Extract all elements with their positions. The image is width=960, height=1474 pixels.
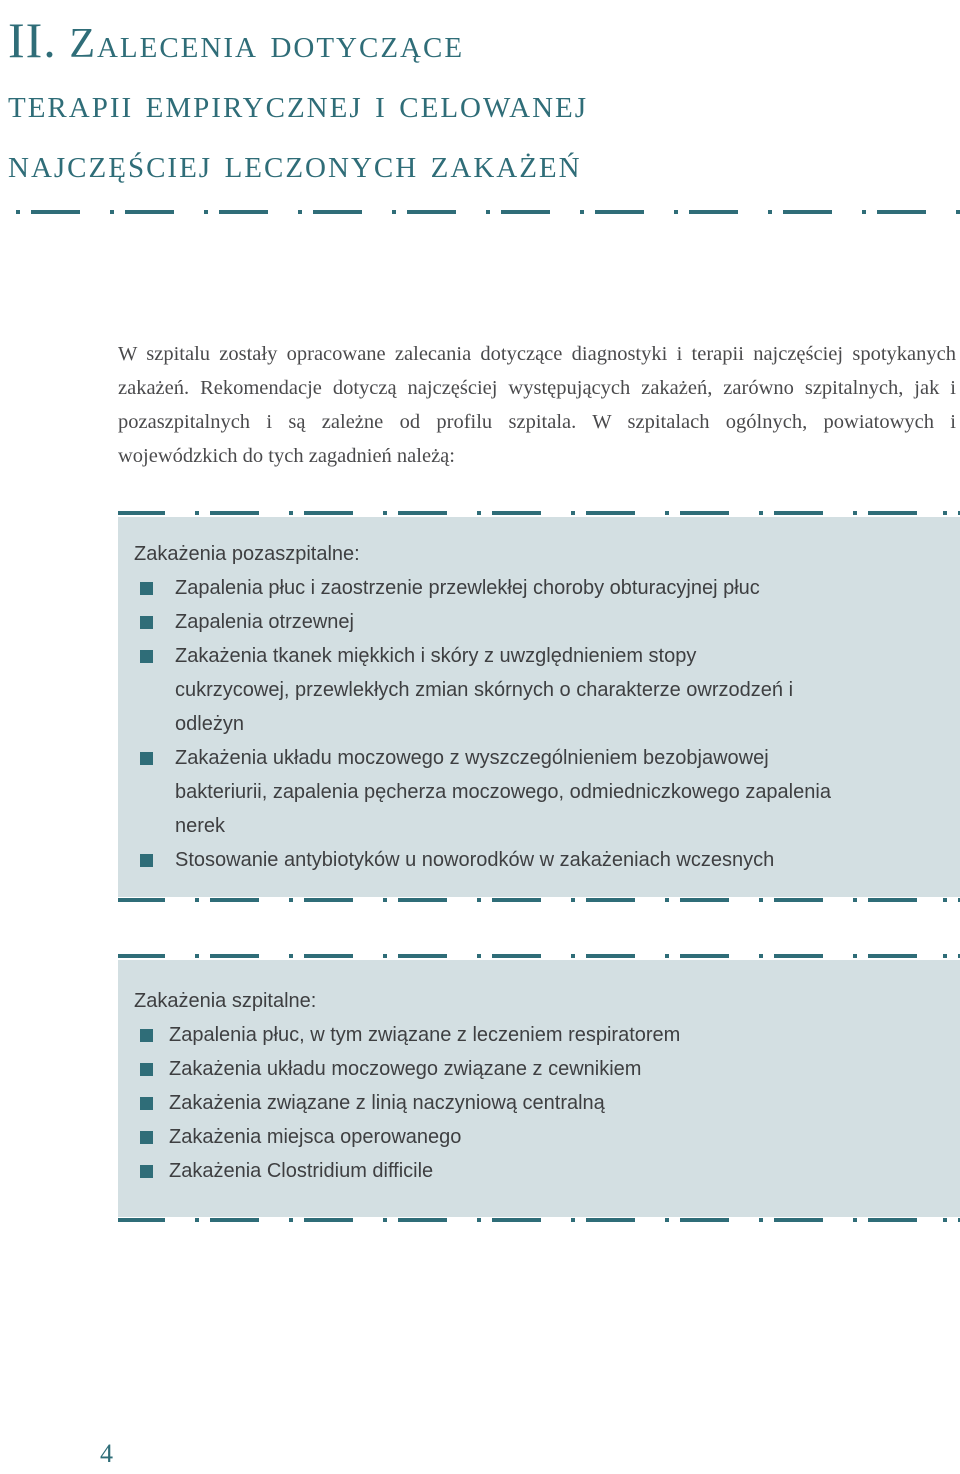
community-infections-list [175, 571, 925, 877]
square-bullet-icon [140, 854, 153, 867]
list-item-label: Zakażenia układu moczowego z wyszczególnieniem bezobjawowej bakteriurii, zapalenia pęcherza moczowego, odmiedniczkowego zapalenia nerek [175, 747, 831, 837]
box-divider-top-2 [118, 954, 960, 958]
list-item-label: Zakażenia układu moczowego związane z cewnikiem [169, 1058, 642, 1080]
list-item-label: Zakażenia związane z linią naczyniową centralną [169, 1092, 605, 1114]
community-infections-heading: Zakażenia pozaszpitalne: [134, 543, 360, 565]
hospital-infections-list [169, 1018, 929, 1188]
list-item-label: Stosowanie antybiotyków u noworodków w zakażeniach wczesnych [175, 849, 775, 871]
square-bullet-icon [140, 616, 153, 629]
page-number: 4 [100, 1439, 113, 1468]
list-item [175, 843, 925, 877]
list-item [175, 741, 865, 843]
box-divider-bottom-1 [118, 898, 960, 902]
list-item-label: Zapalenia płuc, w tym związane z leczeniem respiratorem [169, 1024, 681, 1046]
square-bullet-icon [140, 1131, 153, 1144]
square-bullet-icon [140, 1029, 153, 1042]
chapter-title [8, 10, 948, 194]
chapter-number: II. [8, 12, 57, 68]
hospital-infections-box [118, 960, 960, 1217]
square-bullet-icon [140, 752, 153, 765]
chapter-title-line-2: terapii empirycznej i celowanej [8, 81, 589, 127]
box-divider-top-1 [118, 511, 960, 515]
list-item-label: Zapalenia otrzewnej [175, 611, 354, 633]
square-bullet-icon [140, 582, 153, 595]
square-bullet-icon [140, 1063, 153, 1076]
intro-paragraph: W szpitalu zostały opracowane zalecania dotyczące diagnostyki i terapii najczęściej spotykanych zakażeń. Rekomendacje dotyczą najczęściej występujących zakażeń, zarówno szpitalnych, jak i pozaszpitalnych i są zależne od profilu szpitala. W szpitalach ogólnych, powiatowych i wojewódzkich do tych zagadnień należą: [118, 343, 956, 467]
list-item-label: Zakażenia tkanek miękkich i skóry z uwzględnieniem stopy cukrzycowej, przewlekłych zmian skórnych o charakterze owrzodzeń i odleżyn [175, 645, 794, 735]
list-item [169, 1018, 929, 1052]
hospital-infections-heading: Zakażenia szpitalne: [134, 990, 317, 1012]
title-divider [0, 210, 960, 214]
list-item [175, 605, 925, 639]
list-item-label: Zakażenia Clostridium difficile [169, 1160, 434, 1182]
list-item-label: Zakażenia miejsca operowanego [169, 1126, 462, 1148]
list-item [169, 1052, 929, 1086]
box-divider-bottom-2 [118, 1218, 960, 1222]
community-infections-box [118, 517, 960, 897]
list-item [169, 1086, 929, 1120]
list-item [169, 1120, 929, 1154]
list-item [175, 571, 925, 605]
square-bullet-icon [140, 650, 153, 663]
list-item [169, 1154, 929, 1188]
chapter-title-line-3: najczęściej leczonych zakażeń [8, 141, 582, 187]
list-item-label: Zapalenia płuc i zaostrzenie przewlekłej choroby obturacyjnej płuc [175, 577, 760, 599]
chapter-title-line-1: Zalecenia dotyczące [69, 21, 465, 67]
square-bullet-icon [140, 1165, 153, 1178]
square-bullet-icon [140, 1097, 153, 1110]
list-item [175, 639, 795, 741]
